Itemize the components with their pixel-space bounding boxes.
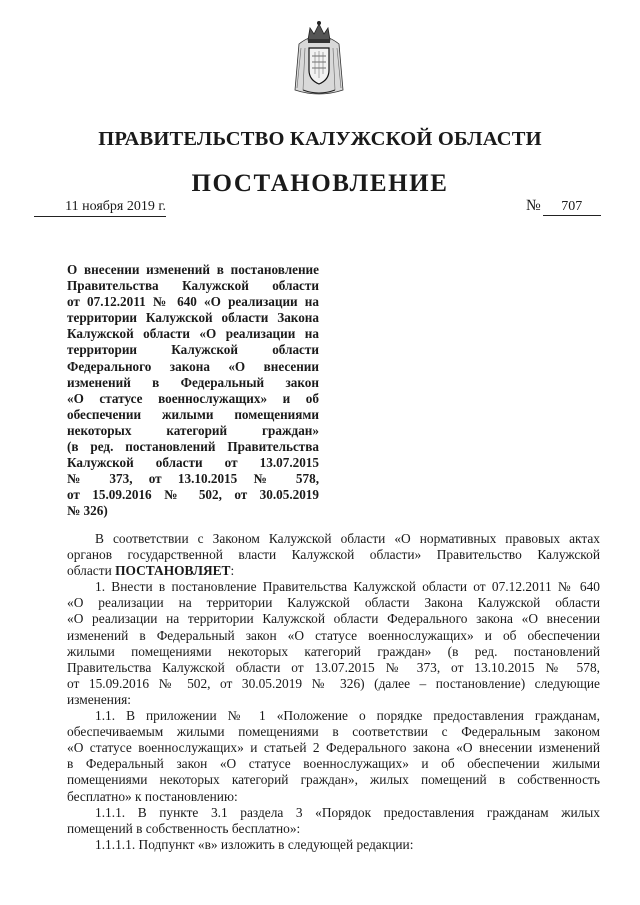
body-line: органов государственной власти Калужской области» Правительство Калужской [67, 547, 600, 563]
body-line: 1.1.1. В пункте 3.1 раздела 3 «Порядок предоставления гражданам жилых [95, 804, 600, 820]
number-sign: № [526, 197, 541, 214]
body-line: изменения: [67, 691, 132, 707]
subject-line: территории Калужской области Закона [67, 310, 319, 326]
preamble-suffix: : [230, 563, 235, 579]
subject-line: территории Калужской области [67, 342, 319, 358]
body-line: помещений в собственность бесплатно»: [67, 820, 301, 836]
coat-of-arms-icon [291, 18, 347, 98]
body-line [67, 563, 600, 579]
paragraph-1 [67, 579, 600, 708]
subject-line: (в ред. постановлений Правительства [67, 439, 319, 455]
document-type-title: ПОСТАНОВЛЕНИЕ [191, 170, 449, 197]
body-line: 1.1. В приложении № 1 «Положение о порядке предоставления гражданам, [95, 708, 600, 724]
document-date [34, 199, 166, 217]
paragraph-1-1-1 [67, 805, 600, 837]
resolves-keyword: ПОСТАНОВЛЯЕТ [115, 563, 231, 579]
document-number [526, 197, 601, 216]
body-line: 1.1.1.1. Подпункт «в» изложить в следующей редакции: [95, 836, 414, 852]
body-line: «О статусе военнослужащих» и статьей 2 Федерального закона «О внесении изменений [67, 740, 600, 756]
number-value: 707 [543, 199, 601, 216]
date-value: 11 ноября 2019 г. [65, 199, 166, 214]
subject-line: Правительства Калужской области [67, 278, 319, 294]
subject-line: № 326) [67, 503, 108, 519]
body-line: жилыми помещениями некоторых категорий граждан» (в ред. постановлений [67, 643, 600, 659]
document-body [67, 531, 600, 853]
subject-line: Калужской области от 13.07.2015 [67, 455, 319, 471]
subject-line: № 373, от 13.10.2015 № 578, [67, 471, 319, 487]
subject-line: от 07.12.2011 № 640 «О реализации на [67, 294, 319, 310]
document-subject [67, 262, 319, 520]
body-line: обеспечиваемым жилыми помещениями в соответствии с Федеральным законом [67, 724, 600, 740]
subject-line: от 15.09.2016 № 502, от 30.05.2019 [67, 487, 319, 503]
subject-line: изменений в Федеральный закон [67, 374, 319, 390]
subject-line: Федерального закона «О внесении [67, 358, 319, 374]
subject-line: некоторых категорий граждан» [67, 422, 319, 438]
body-line: в Федеральный закон «О статусе военнослужащих» и об обеспечении жилыми [67, 756, 600, 772]
government-title: ПРАВИТЕЛЬСТВО КАЛУЖСКОЙ ОБЛАСТИ [98, 128, 542, 150]
body-line: изменений в Федеральный закон «О статусе военнослужащих» и об обеспечении [67, 627, 600, 643]
subject-line: обеспечении жилыми помещениями [67, 406, 319, 422]
body-line: В соответствии с Законом Калужской области «О нормативных правовых актах [95, 531, 600, 546]
body-line: 1. Внести в постановление Правительства Калужской области от 07.12.2011 № 640 [95, 579, 600, 595]
body-line: от 15.09.2016 № 502, от 30.05.2019 № 326) (далее – постановление) следующие [67, 675, 600, 691]
body-line: «О реализации на территории Калужской области Закона Калужской области [67, 595, 600, 611]
paragraph-preamble [67, 531, 600, 579]
body-line: помещениями некоторых категорий граждан», жилых помещений в собственность [67, 772, 600, 788]
subject-line: О внесении изменений в постановление [67, 262, 319, 277]
body-line: бесплатно» к постановлению: [67, 788, 238, 804]
body-line: Правительства Калужской области от 13.07.2015 № 373, от 13.10.2015 № 578, [67, 659, 600, 675]
preamble-prefix: области [67, 563, 116, 579]
subject-line: «О статусе военнослужащих» и об [67, 390, 319, 406]
paragraph-1-1 [67, 708, 600, 805]
body-line: «О реализации на территории Калужской области Федерального закона «О внесении [67, 611, 600, 627]
subject-line: Калужской области «О реализации на [67, 326, 319, 342]
paragraph-1-1-1-1 [67, 837, 600, 853]
